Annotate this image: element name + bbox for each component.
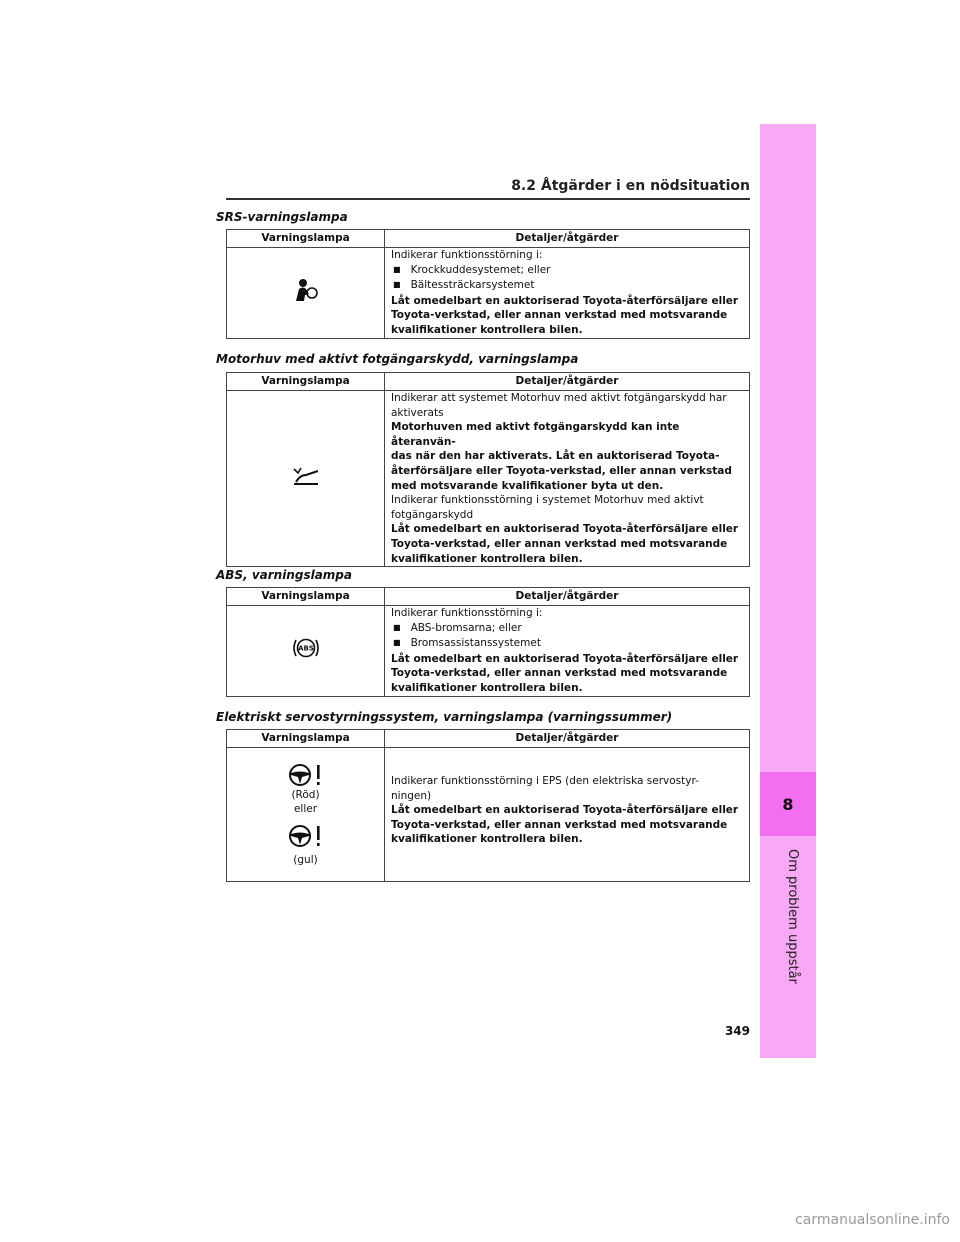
table-abs: [226, 587, 750, 697]
abs-icon: [291, 636, 321, 660]
table-header-row: [227, 230, 750, 248]
section-title-abs: ABS, varningslampa: [216, 568, 352, 582]
table-header-row: [227, 730, 750, 748]
table-srs: [226, 229, 750, 339]
table-row: [227, 606, 750, 697]
table-hood: [226, 372, 750, 567]
table-row: [227, 748, 750, 882]
section-title-srs: SRS-varningslampa: [216, 210, 348, 224]
page-number: 349: [724, 1024, 750, 1038]
watermark: carmanualsonline.info: [795, 1212, 950, 1228]
section-title-hood: Motorhuv med aktivt fotgängarskydd, varningslampa: [216, 352, 579, 366]
icon-cell: [227, 391, 385, 567]
pop-up-hood-icon: [292, 465, 320, 487]
details-cell: Indikerar funktionsstörning i EPS (den elektriska servostyr- ningen) Låt omedelbart en auktoriserad Toyota-återförsäljare eller Toyota-verkstad, eller annan verkstad med motsvarande kvalifikationer kontrollera bilen.: [385, 748, 750, 882]
srs-airbag-icon: [293, 278, 319, 302]
col-header-details: Detaljer/åtgärder: [385, 373, 750, 391]
chapter-label: Om problem uppstår: [785, 848, 800, 984]
icon-cell: [227, 748, 385, 882]
col-header-lamp: Varningslampa: [227, 730, 385, 748]
eps-steering-wheel-icon: [286, 762, 326, 788]
table-row: [227, 248, 750, 339]
header-rule: [226, 198, 750, 200]
table-header-row: [227, 373, 750, 391]
icon-label-yellow: (gul): [293, 853, 318, 866]
col-header-details: Detaljer/åtgärder: [385, 588, 750, 606]
table-row: [227, 391, 750, 567]
col-header-lamp: Varningslampa: [227, 588, 385, 606]
col-header-details: Detaljer/åtgärder: [385, 230, 750, 248]
table-header-row: [227, 588, 750, 606]
page-header-title: 8.2 Åtgärder i en nödsituation: [511, 178, 750, 194]
icon-cell: [227, 606, 385, 697]
icon-cell: [227, 248, 385, 339]
col-header-lamp: Varningslampa: [227, 230, 385, 248]
details-cell: Indikerar funktionsstörning i: ■ Krockkuddesystemet; eller ■ Bältessträckarsystemet Låt omedelbart en auktoriserad Toyota-återförsäljare eller Toyota-verkstad, eller annan verkstad med motsvarande kvalifikationer kontrollera bilen.: [385, 248, 750, 339]
icon-label-red: (Röd): [291, 788, 320, 801]
details-cell: Indikerar funktionsstörning i: ■ ABS-bromsarna; eller ■ Bromsassistanssystemet Låt omedelbart en auktoriserad Toyota-återförsäljare eller Toyota-verkstad, eller annan verkstad med motsvarande kvalifikationer kontrollera bilen.: [385, 606, 750, 697]
col-header-lamp: Varningslampa: [227, 373, 385, 391]
table-eps: [226, 729, 750, 882]
eps-steering-wheel-icon: [286, 823, 326, 849]
details-cell: Indikerar att systemet Motorhuv med aktivt fotgängarskydd har aktiverats Motorhuven med aktivt fotgängarskydd kan inte återanvän- das när den har aktiverats. Låt en auktoriserad Toyota- återförsäljare eller Toyota-verkstad, eller annan verkstad med motsvarande kvalifikationer byta ut den. Indikerar funktionsstörning i systemet Motorhuv med aktivt fotgängarskydd Låt omedelbart en auktoriserad Toyota-återförsäljare eller Toyota-verkstad, eller annan verkstad med motsvarande kvalifikationer kontrollera bilen.: [385, 391, 750, 567]
col-header-details: Detaljer/åtgärder: [385, 730, 750, 748]
chapter-number: 8: [760, 772, 816, 836]
section-title-eps: Elektriskt servostyrningssystem, varningslampa (varningssummer): [216, 710, 673, 724]
icon-label-or: eller: [293, 803, 318, 816]
svg-text:ABS: ABS: [297, 645, 314, 654]
